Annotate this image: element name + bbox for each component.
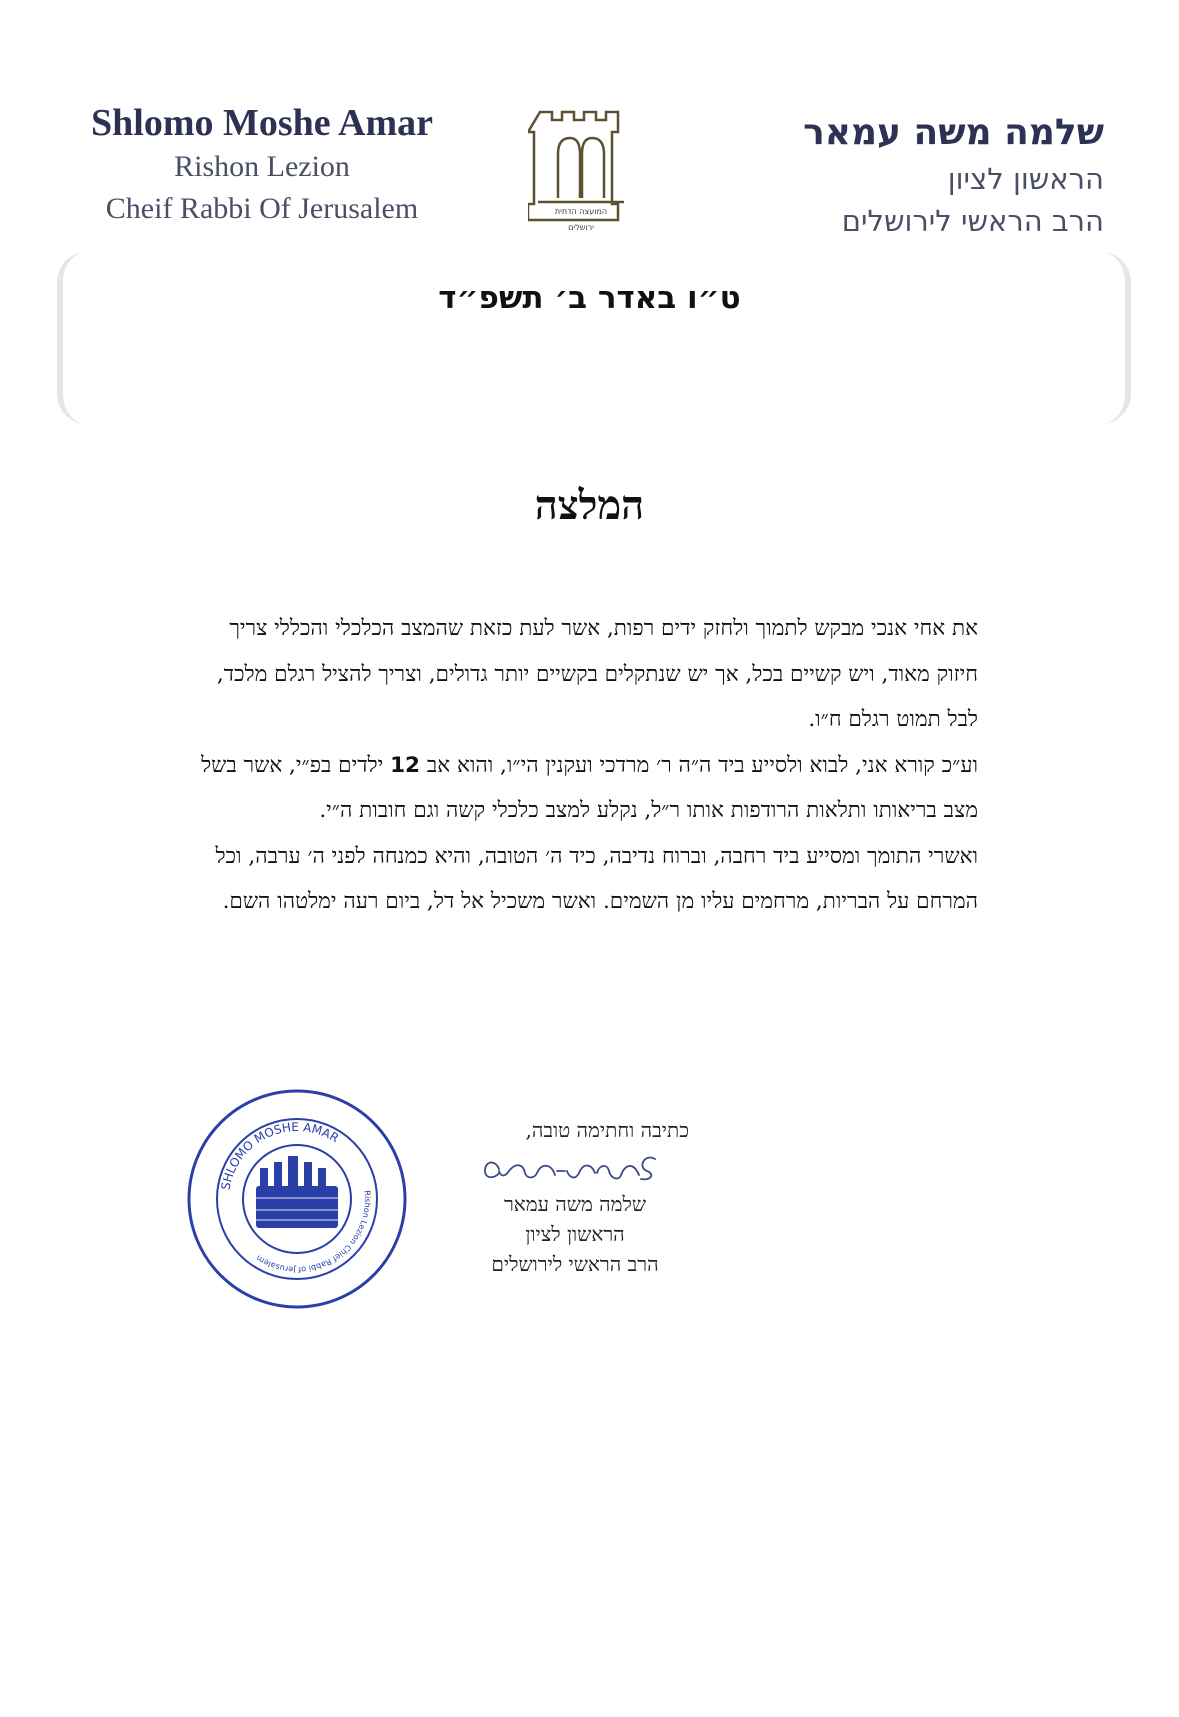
letter-date: ט״ו באדר ב׳ תשפ״ד bbox=[438, 280, 741, 316]
body-paragraph-3: ואשרי התומך ומסייע ביד רחבה, וברוח נדיבה, כיד ה׳ הטובה, והיא כמנחה לפני ה׳ ערבה, וכל המרחם על הבריות, מרחמים עליו מן השמים. ואשר משכיל אל דל, ביום רעה ימלטהו השם. bbox=[215, 843, 978, 914]
letterhead-hebrew-line1: הראשון לציון bbox=[947, 162, 1104, 196]
stamp-english-inner: Rishon Lezion Chief Rabbi of Jerusalem bbox=[254, 1189, 373, 1275]
letterhead-english-line1: Rishon Lezion bbox=[174, 150, 350, 183]
signature-block bbox=[455, 1115, 695, 1279]
body-paragraph-2-start: וע״כ קורא אני, לבוא ולסייע ביד ה״ה ר׳ מרדכי ועקנין הי״ו, והוא אב bbox=[426, 752, 978, 778]
letterhead-hebrew-line2: הרב הראשי לירושלים bbox=[841, 204, 1104, 238]
body-paragraph-2 bbox=[185, 743, 978, 834]
stamp-hebrew-ring bbox=[184, 1086, 191, 1091]
signer-title-2: הרב הראשי לירושלים bbox=[491, 1252, 659, 1276]
letterhead-hebrew bbox=[774, 108, 1104, 242]
letterhead-hebrew-name: שלמה משה עמאר bbox=[803, 112, 1104, 153]
official-stamp bbox=[184, 1086, 410, 1312]
handwritten-signature bbox=[455, 1145, 695, 1189]
stamp-english-ring: SHLOMO MOSHE AMAR bbox=[218, 1119, 342, 1192]
emblem-caption-2: ירושלים bbox=[568, 223, 594, 232]
letter-body bbox=[185, 606, 978, 925]
letterhead-english bbox=[62, 100, 462, 230]
tower-emblem-icon bbox=[528, 106, 634, 236]
signer-title-1: הראשון לציון bbox=[525, 1222, 625, 1246]
children-count: 12 bbox=[390, 752, 421, 778]
body-paragraph-1: את אחי אנכי מבקש לתמוך ולחזק ידים רפות, אשר לעת כזאת שהמצב הכלכלי והכללי צריך חיזוק מאוד, ויש קשיים בכל, אך יש שנתקלים בקשיים יותר גדולים, וצריך להציל רגלם מלכד, לבל תמוט רגלם ח״ו. bbox=[216, 616, 978, 732]
letterhead-english-line2: Cheif Rabbi Of Jerusalem bbox=[105, 192, 419, 225]
svg-text:שלמה משה עמאר · הראשון לציון ה bbox=[184, 1086, 191, 1091]
letterhead-english-name: Shlomo Moshe Amar bbox=[91, 102, 433, 144]
signer-name: שלמה משה עמאר bbox=[503, 1192, 647, 1216]
date-frame bbox=[57, 252, 1131, 424]
emblem-caption-1: המועצה הדתית bbox=[554, 207, 608, 216]
letter-title: המלצה bbox=[534, 482, 645, 529]
signature-closing: כתיבה וחתימה טובה, bbox=[525, 1118, 689, 1142]
body-paragraph-2-end: ילדים בפ״י, אשר בשל מצב בריאותו ותלאות הרודפות אותו ר״ל, נקלע למצב כלכלי קשה וגם חובות ה״י. bbox=[201, 752, 978, 823]
